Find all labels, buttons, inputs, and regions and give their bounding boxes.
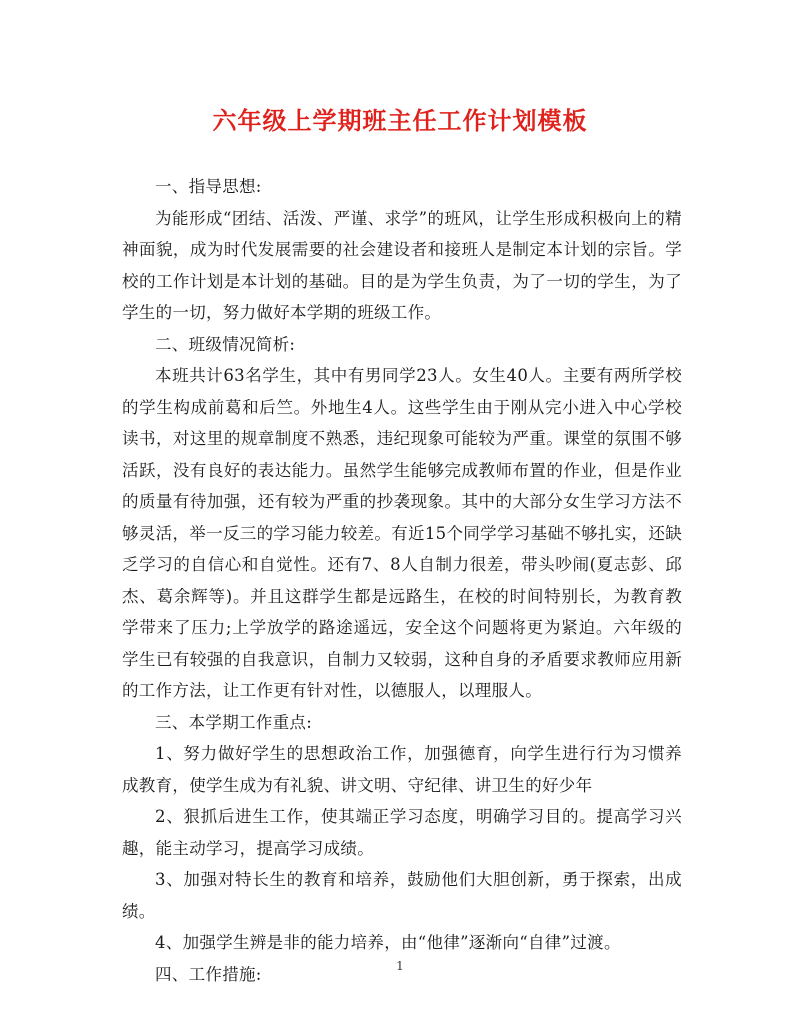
section-heading: 一、指导思想: <box>155 177 262 196</box>
paragraph: 本班共计63名学生，其中有男同学23人。女生40人。主要有两所学校的学生构成前葛和后竺。外地生4人。这些学生由于刚从完小进入中心学校读书，对这里的规章制度不熟悉，违纪现象可能较为严重。课堂的氛围不够活跃，没有良好的表达能力。虽然学生能够完成教师布置的作业，但是作业的质量有待加强，还有较为严重的抄袭现象。其中的大部分女生学习方法不够灵活，举一反三的学习能力较差。有近15个同学学习基础不够扎实，还缺乏学习的自信心和自觉性。还有7、8人自制力很差，带头吵闹(夏志彭、邱杰、葛余辉等)。并且这群学生都是远路生，在校的时间特别长，为教育教学带来了压力;上学放学的路途遥远，安全这个问题将更为紧迫。六年级的学生已有较强的自我意识，自制力又较弱，这种自身的矛盾要求教师应用新的工作方法，让工作更有针对性，以德服人，以理服人。 <box>122 366 682 700</box>
section-heading: 三、本学期工作重点: <box>155 712 313 732</box>
list-item: 2、狠抓后进生工作，使其端正学习态度，明确学习目的。提高学习兴趣，能主动学习，提高学习成绩。 <box>122 807 682 858</box>
page-number: 1 <box>396 959 404 973</box>
section-heading: 二、班级情况简析: <box>155 334 296 354</box>
document-title: 六年级上学期班主任工作计划模板 <box>212 106 588 135</box>
list-item: 1、努力做好学生的思想政治工作，加强德育，向学生进行行为习惯养成教育，使学生成为有礼貌、讲文明、守纪律、讲卫生的好少年 <box>122 744 682 795</box>
list-item: 3、加强对特长生的教育和培养，鼓励他们大胆创新，勇于探索，出成绩。 <box>122 870 682 921</box>
paragraph: 为能形成“团结、活泼、严谨、求学”的班风，让学生形成积极向上的精神面貌，成为时代发展需要的社会建设者和接班人是制定本计划的宗旨。学校的工作计划是本计划的基础。目的是为学生负责，为了一切的学生，为了学生的一切，努力做好本学期的班级工作。 <box>122 208 682 322</box>
section-heading: 四、工作措施: <box>155 964 262 984</box>
list-item: 4、加强学生辨是非的能力培养，由“他律”逐渐向“自律”过渡。 <box>155 933 621 952</box>
document-body <box>122 171 682 990</box>
